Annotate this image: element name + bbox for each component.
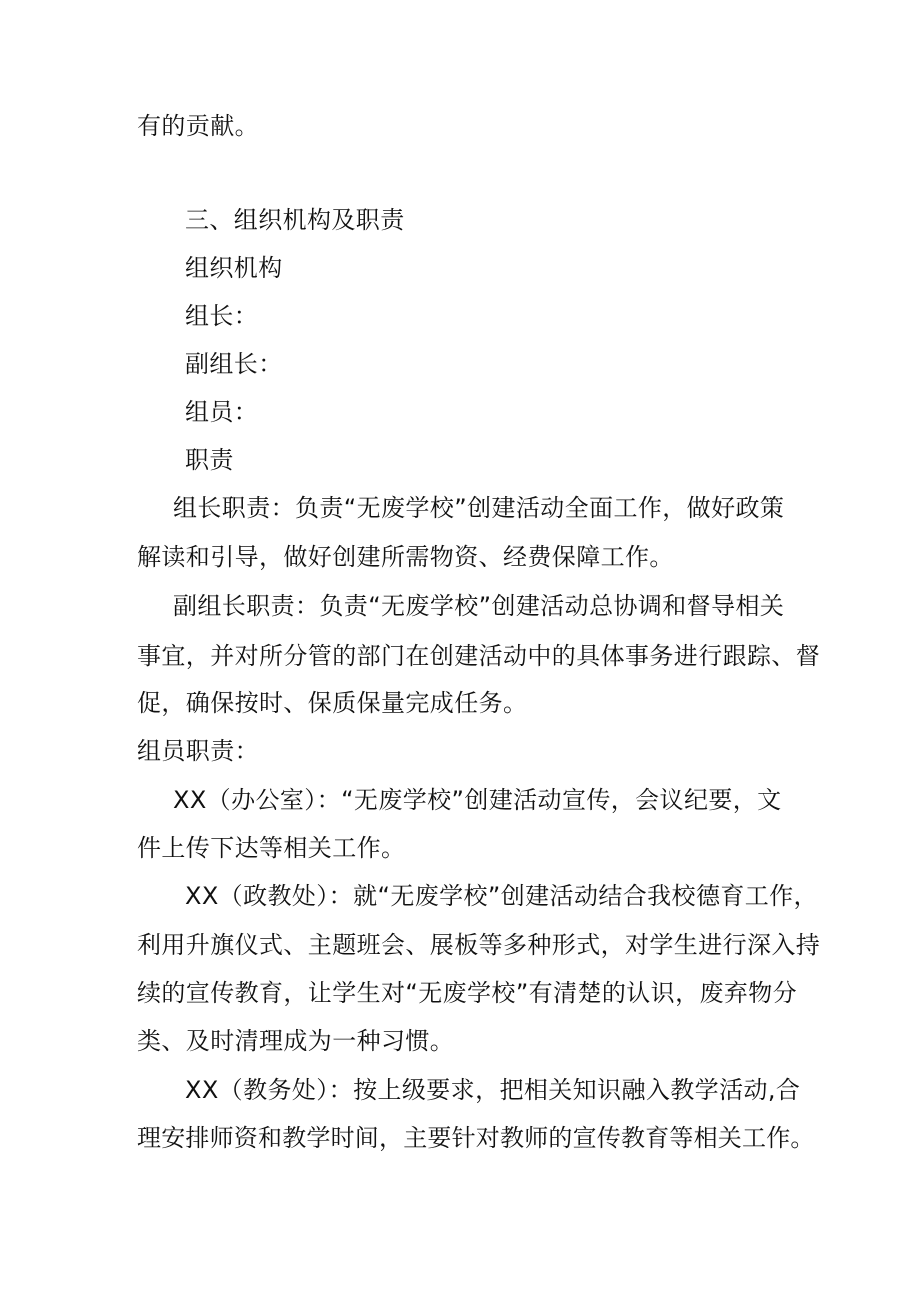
paragraph-line: 续的宣传教育，让学生对“无废学校”有清楚的认识，废弃物分 xyxy=(137,979,798,1007)
subheading-organization: 组织机构 xyxy=(185,254,283,282)
member-label: 组员： xyxy=(185,398,259,426)
paragraph-line: XX（办公室）：“无废学校”创建活动宣传，会议纪要，文 xyxy=(173,786,782,814)
leader-label: 组长： xyxy=(185,302,259,330)
paragraph-line: XX（教务处）：按上级要求，把相关知识融入教学活动,合 xyxy=(185,1076,801,1104)
members-duties-heading: 组员职责： xyxy=(137,737,259,765)
paragraph-line: 促，确保按时、保质保量完成任务。 xyxy=(137,689,528,717)
paragraph-line: XX（政教处）：就“无废学校”创建活动结合我校德育工作， xyxy=(185,882,818,910)
paragraph-line: 利用升旗仪式、主题班会、展板等多种形式，对学生进行深入持 xyxy=(137,931,821,959)
section-heading: 三、组织机构及职责 xyxy=(185,206,405,234)
subheading-duties: 职责 xyxy=(185,446,234,474)
paragraph-line: 解读和引导，做好创建所需物资、经费保障工作。 xyxy=(137,543,674,571)
paragraph-line: 理安排师资和教学时间，主要针对教师的宣传教育等相关工作。 xyxy=(137,1124,815,1152)
paragraph-line: 类、及时清理成为一种习惯。 xyxy=(137,1027,455,1055)
deputy-leader-label: 副组长： xyxy=(185,350,283,378)
paragraph-line: 组长职责：负责“无废学校”创建活动全面工作，做好政策 xyxy=(173,494,785,522)
paragraph-line: 事宜，并对所分管的部门在创建活动中的具体事务进行跟踪、督 xyxy=(137,642,821,670)
paragraph-line: 有的贡献。 xyxy=(137,112,259,140)
paragraph-line: 副组长职责：负责“无废学校”创建活动总协调和督导相关 xyxy=(173,592,785,620)
paragraph-line: 件上传下达等相关工作。 xyxy=(137,834,406,862)
